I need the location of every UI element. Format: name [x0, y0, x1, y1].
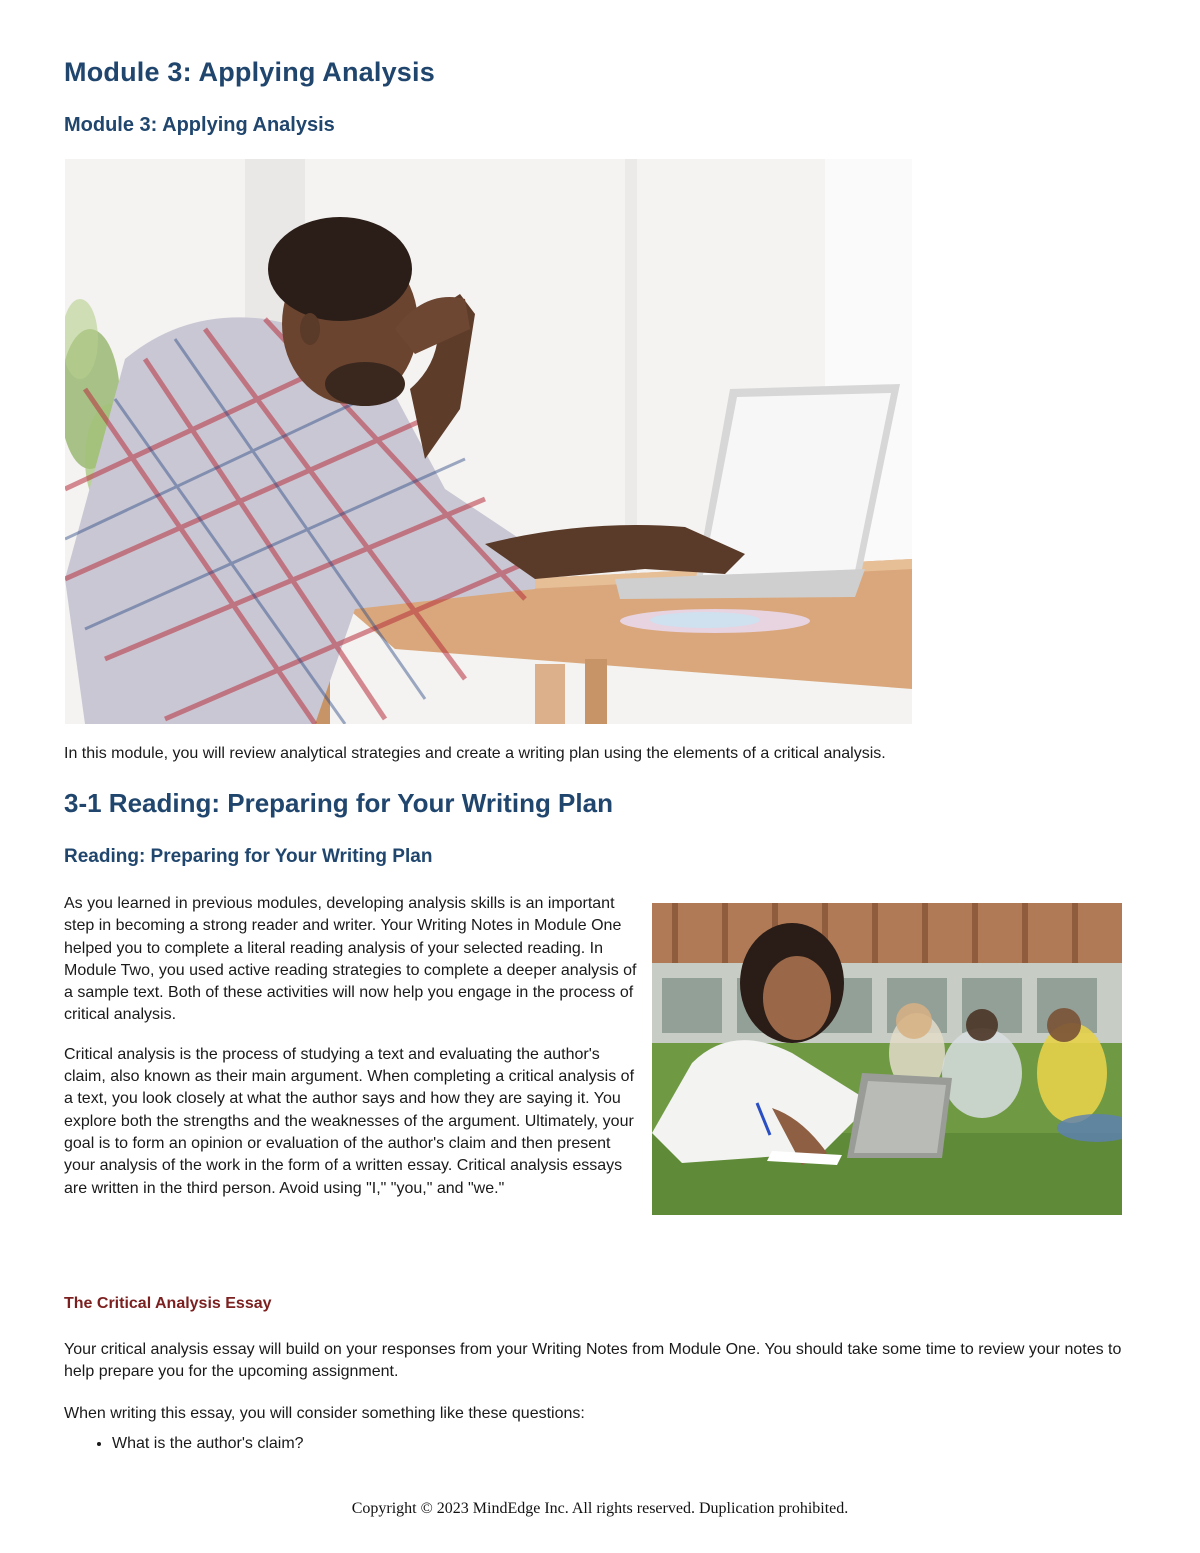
questions-intro: When writing this essay, you will consider something like these questions: [64, 1405, 585, 1422]
section-subtitle: Reading: Preparing for Your Writing Plan [64, 846, 433, 867]
section-title: 3-1 Reading: Preparing for Your Writing Plan [64, 788, 613, 818]
hero-photo-student-at-laptop [65, 159, 912, 724]
copyright-footer: Copyright © 2023 MindEdge Inc. All rights reserved. Duplication prohibited. [351, 1500, 849, 1517]
reading-paragraph: As you learned in previous modules, developing analysis skills is an important step in becoming a strong reader and writer. Your Writing Notes in Module One helped you to complete a literal reading analysis of your selected reading. In Module Two, you used active reading strategies to complete a deeper analysis of a sample text. Both of these activities will now help you engage in the process of critical analysis. [64, 895, 637, 1024]
module-subtitle: Module 3: Applying Analysis [64, 114, 335, 136]
essay-paragraph: Your critical analysis essay will build on your responses from your Writing Notes from Module One. You should take some time to review your notes to help prepare you for the upcoming assignment. [64, 1341, 1122, 1381]
module-title: Module 3: Applying Analysis [64, 57, 435, 87]
reading-body [64, 893, 640, 1217]
reading-paragraph: Critical analysis is the process of studying a text and evaluating the author's claim, also known as their main argument. When completing a critical analysis of a text, you look closely at what the author says and how they are saying it. You explore both the strengths and the weaknesses of the argument. Ultimately, your goal is to form an opinion or evaluation of the author's claim and then present your analysis of the work in the form of a written essay. Critical analysis essays are written in the third person. Avoid using "I," "you," and "we." [64, 1045, 635, 1197]
module-intro: In this module, you will review analytical strategies and create a writing plan using the elements of a critical analysis. [64, 745, 886, 762]
list-item: • What is the author's claim? [112, 1435, 304, 1453]
side-photo-student-on-lawn [652, 903, 1122, 1215]
essay-heading: The Critical Analysis Essay [64, 1295, 272, 1312]
questions-list [64, 1435, 304, 1453]
